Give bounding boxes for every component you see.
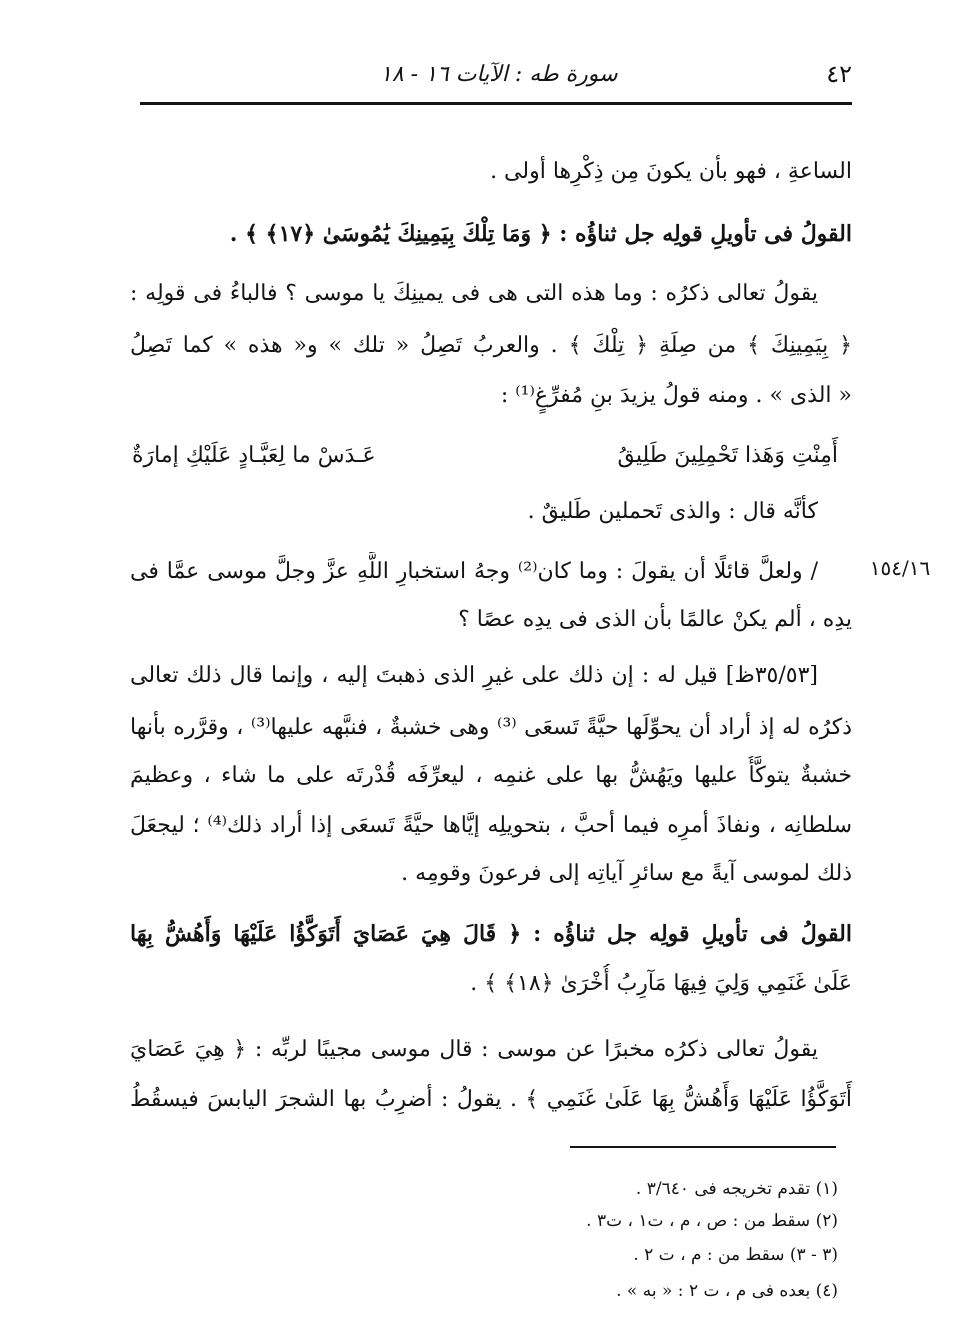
text-line: [٣٥/٥٣ظ] قيل له : إن ذلك على غيرِ الذى ذهبتَ إليه ، وإنما قال ذلك تعالى — [130, 663, 818, 688]
footnote-rule — [570, 1146, 836, 1148]
verse-first-hemistich: أَمِنْتِ وَهَذا تَحْمِلِينَ طَلِيقُ — [617, 443, 838, 468]
footnote: (٢) سقط من : ص ، م ، ت١ ، ت٣ . — [586, 1211, 838, 1231]
text-line: يدِه ، ألم يكنْ عالمًا بأن الذى فى يدِه عصًا ؟ — [458, 607, 852, 632]
text-line: يقولُ تعالى ذكرُه : وما هذه التى هى فى يمينِكَ يا موسى ؟ فالباءُ فى قولِه : — [130, 281, 818, 306]
page-header — [140, 56, 852, 92]
footnote: (٤) بعده فى م ، ت ٢ : « به » . — [616, 1281, 838, 1301]
text-line: ﴿ بِيَمِينِكَ ﴾ من صِلَةِ ﴿ تِلْكَ ﴾ . والعربُ تَصِلُ « تلك » و« هذه » كما تَصِلُ — [130, 333, 852, 358]
section-heading: القولُ فى تأويلِ قولِه جل ثناؤُه : ﴿ قَالَ هِيَ عَصَايَ أَتَوَكَّؤُا عَلَيْهَا وَأَهُشُّ بِهَا — [130, 921, 852, 947]
text-line: « الذى » . ومنه قولُ يزيدَ بنِ مُفرِّغٍ⁽¹⁾ : — [500, 383, 852, 408]
text-line: سلطانِه ، ونفاذَ أمرِه فيما أحبَّ ، بتحويلِه إيَّاها حيَّةً تَسعَى إذا أراد ذلك⁽⁴⁾ ؛ ليجعَلَ — [130, 813, 852, 838]
verse-second-hemistich: عَـدَسْ ما لِعَبَّـادٍ عَلَيْكِ إمارَةٌ — [132, 443, 376, 468]
text-line: أَتَوَكَّؤُا عَلَيْهَا وَأَهُشُّ بِهَا عَلَىٰ غَنَمِي ﴾ . يقولُ : أضرِبُ بها الشجرَ اليابسَ فيسقُطُ — [130, 1087, 852, 1112]
text-line: ذلك لموسى آيةً مع سائرِ آياتِه إلى فرعونَ وقومِه . — [401, 861, 852, 886]
margin-reference: ١٥٤/١٦ — [869, 556, 931, 580]
page-number: ٤٢ — [826, 60, 852, 88]
text-line: خشبةٌ يتوكَّأُ عليها ويَهُشُّ بها على غنمِه ، ليعرِّفَه قُدْرتَه على ما شاء ، وعظيمَ — [130, 763, 852, 788]
text-line: يقولُ تعالى ذكرُه مخبرًا عن موسى : قال موسى مجيبًا لربِّه : ﴿ هِيَ عَصَايَ — [130, 1037, 818, 1062]
header-rule — [140, 102, 852, 105]
text-line: كأنَّه قال : والذى تَحملين طَليقٌ . — [527, 499, 818, 524]
text-line: ذكرُه له إذ أراد أن يحوِّلَها حيَّةً تَسعَى ⁽³⁾ وهى خشبةٌ ، فنبَّهه عليها⁽³⁾ ، وقرَّره بأنها — [130, 715, 852, 740]
text-line: عَلَىٰ غَنَمِي وَلِيَ فِيهَا مَآرِبُ أُخْرَىٰ ﴿١٨﴾ ﴾ . — [470, 971, 852, 996]
text-line: / ولعلَّ قائلًا أن يقولَ : وما كان⁽²⁾ وجهُ استخبارِ اللَّهِ عزَّ وجلَّ موسى عمَّا فى — [130, 559, 818, 584]
text-line: الساعةِ ، فهو بأن يكونَ مِن ذِكْرِها أولى . — [490, 159, 852, 184]
running-title: سورة طه : الآيات ١٦ - ١٨ — [380, 62, 618, 87]
footnote: (٣ - ٣) سقط من : م ، ت ٢ . — [633, 1245, 838, 1265]
footnote: (١) تقدم تخريجه فى ٣/٦٤٠ . — [635, 1179, 838, 1199]
section-heading: القولُ فى تأويلِ قولِه جل ثناؤُه : ﴿ وَمَا تِلْكَ بِيَمِينِكَ يَٰمُوسَىٰ ﴿١٧﴾ ﴾ . — [229, 221, 852, 247]
